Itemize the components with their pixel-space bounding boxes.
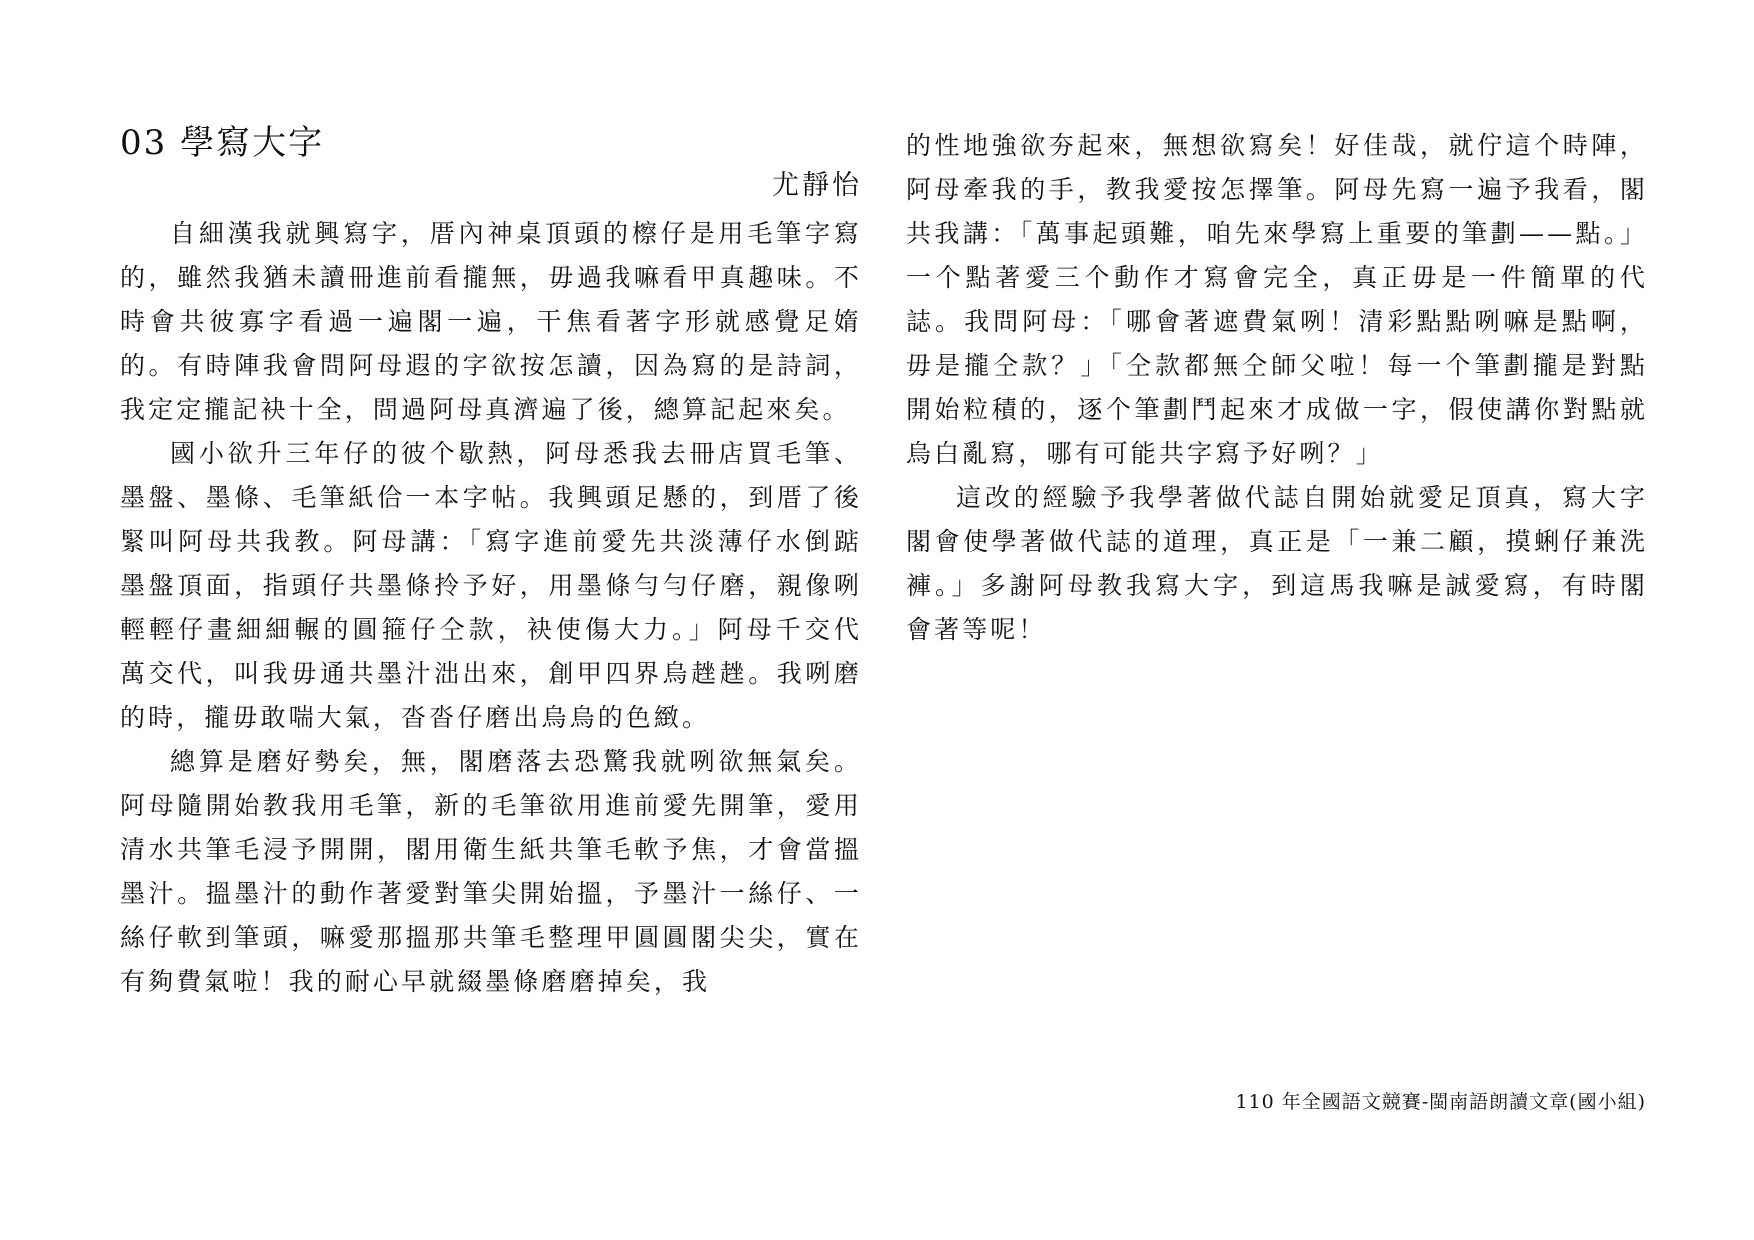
article-title: 03 學寫大字: [120, 123, 325, 163]
left-column: [120, 212, 862, 1004]
paragraph-1: 自細漢我就興寫字，厝內神桌頂頭的檫仔是用毛筆字寫的，雖然我猶未讀冊進前看攏無，毋過我嘛看甲真趣味。不時會共彼寡字看過一遍閣一遍，干焦看著字形就感覺足媠的。有時陣我會問阿母遐的字欲按怎讀，因為寫的是詩詞，我定定攏記袂十全，問過阿母真濟遍了後，總算記起來矣。: [120, 219, 862, 424]
paragraph-4: 這改的經驗予我學著做代誌自開始就愛足頂真，寫大字閣會使學著做代誌的道理，真正是「一兼二顧，摸蜊仔兼洗褲。」多謝阿母教我寫大字，到這馬我嘛是誠愛寫，有時閣會著等呢！: [906, 483, 1648, 644]
paragraph-3-continued: 的性地強欲夯起來，無想欲寫矣！好佳哉，就佇這个時陣，阿母牽我的手，教我愛按怎擇筆。阿母先寫一遍予我看，閣共我講：「萬事起頭難，咱先來學寫上重要的筆劃——點。」一个點著愛三个動作才寫會完全，真正毋是一件簡單的代誌。我問阿母：「哪會著遮費氣咧！清彩點點咧嘛是點啊，毋是攏仝款？」「仝款都無仝師父啦！每一个筆劃攏是對點開始粒積的，逐个筆劃鬥起來才成做一字，假使講你對點就烏白亂寫，哪有可能共字寫予好咧？」: [906, 131, 1648, 468]
right-column: [906, 124, 1648, 652]
page-footer: 110 年全國語文競賽-閩南語朗讀文章(國小組): [1235, 1091, 1646, 1113]
paragraph-3: 總算是磨好勢矣，無，閣磨落去恐驚我就咧欲無氣矣。阿母隨開始教我用毛筆，新的毛筆欲用進前愛先開筆，愛用清水共筆毛浸予開開，閣用衛生紙共筆毛軟予焦，才會當搵墨汁。搵墨汁的動作著愛對筆尖開始搵，予墨汁一絲仔、一絲仔軟到筆頭，嘛愛那搵那共筆毛整理甲圓圓閣尖尖，實在有夠費氣啦！我的耐心早就綴墨條磨磨掉矣，我: [120, 747, 862, 996]
article-author: 尤靜怡: [772, 170, 862, 201]
paragraph-2: 國小欲升三年仔的彼个歇熱，阿母悉我去冊店買毛筆、墨盤、墨條、毛筆紙佮一本字帖。我興頭足懸的，到厝了後緊叫阿母共我教。阿母講：「寫字進前愛先共淡薄仔水倒踮墨盤頂面，指頭仔共墨條拎予好，用墨條勻勻仔磨，親像咧輕輕仔畫細細輾的圓箍仔仝款，袂使傷大力。」阿母千交代萬交代，叫我毋通共墨汁泏出來，創甲四界烏趖趖。我咧磨的時，攏毋敢喘大氣，沓沓仔磨出烏烏的色緻。: [120, 439, 862, 732]
